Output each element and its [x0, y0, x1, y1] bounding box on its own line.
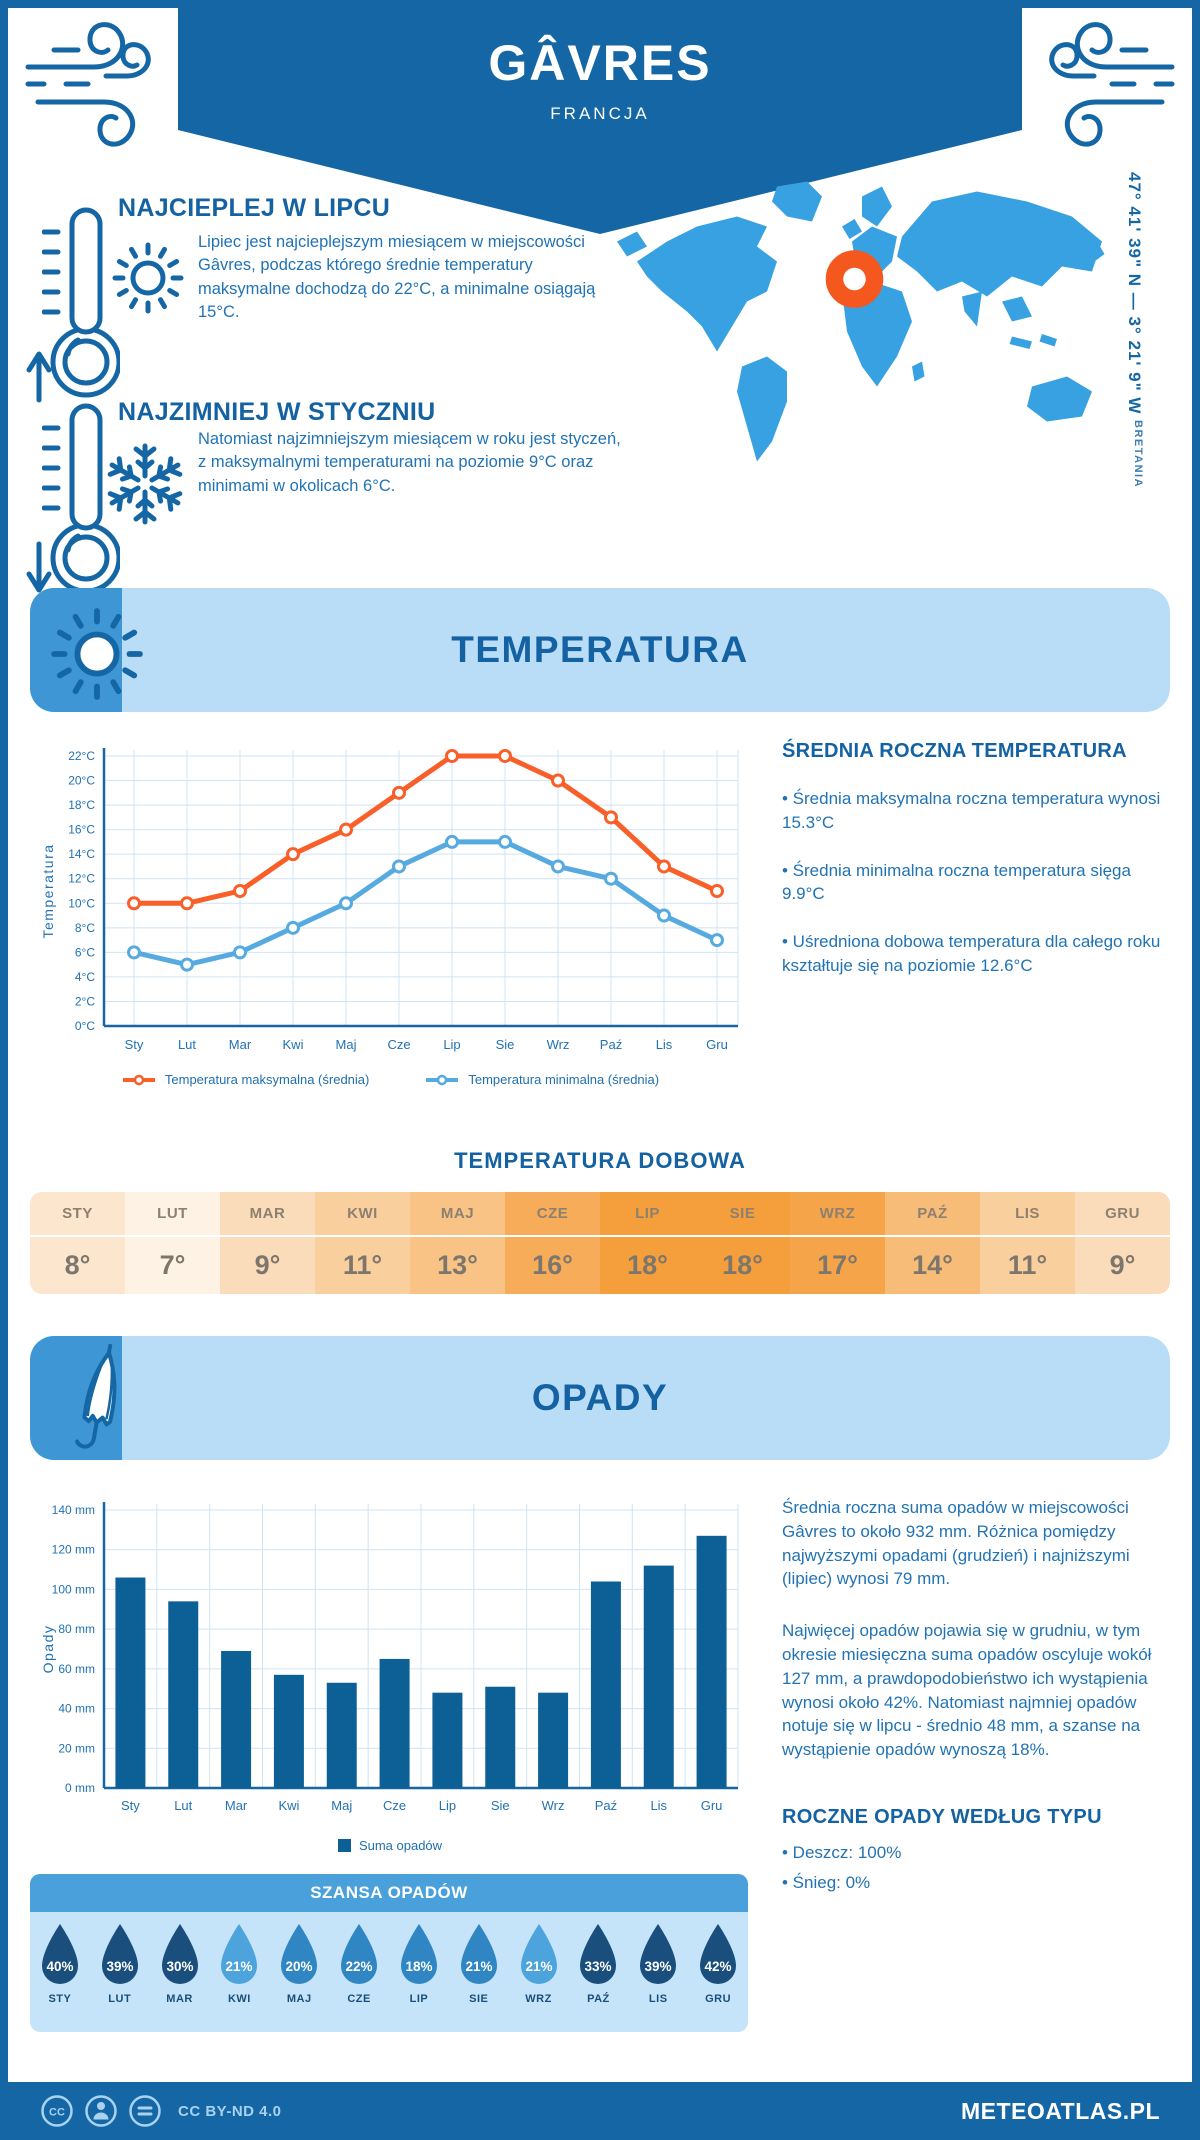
daily-temp-month: MAR — [220, 1192, 315, 1237]
daily-temp-month: CZE — [505, 1192, 600, 1237]
svg-text:18%: 18% — [405, 1959, 433, 1974]
precipitation-type-heading: ROCZNE OPADY WEDŁUG TYPU — [782, 1805, 1102, 1828]
highlight-coldest-title: NAJZIMNIEJ W STYCZNIU — [118, 398, 436, 426]
svg-text:8°C: 8°C — [74, 920, 95, 935]
chance-droplet — [568, 1912, 628, 2032]
highlight-warmest-title: NAJCIEPLEJ W LIPCU — [118, 194, 391, 222]
annual-temperature-block — [782, 740, 1174, 978]
temperature-section-header — [30, 588, 1170, 712]
sun-icon — [108, 238, 188, 318]
svg-text:Lip: Lip — [438, 1798, 457, 1813]
chance-month-label: WRZ — [525, 1993, 552, 2005]
chance-month-label: MAR — [166, 1993, 193, 2005]
daily-temp-month: GRU — [1075, 1192, 1170, 1237]
daily-temp-value: 11° — [342, 1250, 383, 1280]
precipitation-type-bullet: • Śnieg: 0% — [782, 1872, 871, 1892]
daily-temp-cell — [980, 1192, 1075, 1294]
svg-text:Gru: Gru — [700, 1798, 723, 1813]
daily-temp-month: WRZ — [790, 1192, 885, 1237]
chance-month-label: KWI — [227, 1993, 251, 2005]
annual-bullet: • Średnia minimalna roczna temperatura sięga 9.9°C — [782, 860, 1131, 904]
daily-temp-cell — [505, 1192, 600, 1294]
svg-text:80 mm: 80 mm — [58, 1622, 95, 1637]
svg-text:Lut: Lut — [177, 1037, 197, 1052]
daily-temp-value: 11° — [1007, 1250, 1048, 1280]
legend-item: Temperatura maksymalna (średnia) — [121, 1072, 369, 1087]
world-map — [612, 166, 1142, 502]
daily-temp-value: 17° — [817, 1250, 858, 1280]
daily-temp-month: LUT — [125, 1192, 220, 1237]
precipitation-chance-panel — [30, 1874, 748, 2032]
daily-temp-cell — [315, 1192, 410, 1294]
cc-icon — [40, 2094, 74, 2128]
svg-text:20 mm: 20 mm — [58, 1741, 95, 1756]
chance-month-label: SIE — [469, 1993, 489, 2005]
svg-text:20°C: 20°C — [68, 773, 95, 788]
daily-temp-month: KWI — [315, 1192, 410, 1237]
svg-text:Paź: Paź — [594, 1798, 618, 1813]
precipitation-chance-droplets — [30, 1912, 748, 2032]
svg-text:Mar: Mar — [224, 1798, 248, 1813]
daily-temp-cell — [30, 1192, 125, 1294]
svg-text:21%: 21% — [525, 1959, 553, 1974]
no-derivatives-icon — [128, 2094, 162, 2128]
precipitation-chart — [40, 1492, 740, 1830]
precipitation-section-title: OPADY — [531, 1377, 669, 1418]
daily-temp-cell — [125, 1192, 220, 1294]
svg-text:0°C: 0°C — [74, 1019, 95, 1033]
svg-text:22%: 22% — [345, 1959, 373, 1974]
snowflake-icon — [100, 438, 190, 530]
footer — [0, 2082, 1200, 2140]
svg-text:2°C: 2°C — [74, 994, 95, 1009]
svg-text:42%: 42% — [704, 1959, 732, 1974]
svg-text:Maj: Maj — [335, 1037, 357, 1052]
svg-text:20%: 20% — [285, 1959, 313, 1974]
coordinates-text: 47° 41' 39" N — 3° 21' 9" W — [1125, 172, 1144, 415]
daily-temp-month: PAŹ — [885, 1192, 980, 1237]
cc-license-icons — [40, 2094, 162, 2128]
temperature-section-title: TEMPERATURA — [451, 629, 749, 670]
svg-text:Maj: Maj — [331, 1798, 353, 1813]
chance-droplet — [449, 1912, 509, 2032]
page-title: GÂVRES — [488, 35, 712, 91]
legend-item: Suma opadów — [338, 1838, 442, 1853]
svg-text:22°C: 22°C — [68, 749, 95, 763]
svg-text:Temperatura: Temperatura — [40, 843, 56, 939]
svg-text:Cze: Cze — [387, 1037, 411, 1052]
legend-item: Temperatura minimalna (średnia) — [424, 1072, 659, 1087]
wind-icon — [22, 14, 172, 154]
attribution-person-icon — [84, 2094, 118, 2128]
svg-text:14°C: 14°C — [68, 847, 95, 862]
precipitation-paragraph: Najwięcej opadów pojawia się w grudniu, w tym okresie miesięczna suma opadów oscyluje wokół 127 mm, a prawdopodobieństwo ich wystąpienia wynosi około 42%. Natomiast najmniej opadów notuje się w lipcu - średnio 48 mm, a szanse na wystąpienie opadów wynoszą 18%. — [782, 1621, 1152, 1760]
daily-temp-value: 18° — [722, 1250, 763, 1280]
chance-month-label: STY — [48, 1993, 72, 2005]
daily-temp-value: 14° — [912, 1250, 953, 1280]
chance-droplet — [329, 1912, 389, 2032]
highlight-coldest-text: Natomiast najzimniejszym miesiącem w roku jest styczeń, z maksymalnymi temperaturami na poziomie 9°C oraz minimami w okolicach 6°C. — [198, 430, 621, 495]
svg-text:6°C: 6°C — [74, 945, 95, 960]
svg-text:4°C: 4°C — [74, 969, 95, 984]
svg-text:33%: 33% — [584, 1959, 612, 1974]
chance-month-label: LUT — [108, 1993, 132, 2005]
temperature-chart — [40, 736, 740, 1070]
coordinates-block — [1124, 172, 1144, 502]
daily-temp-cell — [1075, 1192, 1170, 1294]
svg-text:Wrz: Wrz — [546, 1037, 570, 1052]
daily-temp-month: STY — [30, 1192, 125, 1237]
daily-temp-value: 18° — [627, 1250, 668, 1280]
daily-temp-month: LIP — [600, 1192, 695, 1237]
chance-month-label: LIS — [648, 1993, 668, 2005]
svg-text:39%: 39% — [106, 1959, 134, 1974]
chance-droplet — [209, 1912, 269, 2032]
svg-text:120 mm: 120 mm — [51, 1542, 95, 1557]
daily-temp-value: 9° — [1109, 1250, 1136, 1280]
svg-text:Lip: Lip — [443, 1037, 461, 1052]
daily-temp-cell — [600, 1192, 695, 1294]
svg-text:Opady: Opady — [40, 1624, 56, 1674]
daily-temperature-table — [30, 1192, 1170, 1294]
chance-droplet — [688, 1912, 748, 2032]
chance-month-label: MAJ — [286, 1993, 312, 2005]
site-name: METEOATLAS.PL — [960, 2097, 1160, 2124]
daily-temp-value: 7° — [159, 1250, 186, 1280]
annual-bullet: • Uśredniona dobowa temperatura dla całego roku kształtuje się na poziomie 12.6°C — [782, 932, 1161, 975]
daily-temp-month: MAJ — [410, 1192, 505, 1237]
svg-text:Kwi: Kwi — [278, 1798, 300, 1813]
chance-droplet — [269, 1912, 329, 2032]
svg-text:60 mm: 60 mm — [58, 1661, 95, 1676]
chance-droplet — [90, 1912, 150, 2032]
svg-text:CC: CC — [49, 2106, 65, 2119]
daily-temp-cell — [410, 1192, 505, 1294]
svg-text:100 mm: 100 mm — [51, 1582, 95, 1597]
arrow-up-icon — [26, 348, 52, 404]
chance-month-label: CZE — [347, 1993, 371, 2005]
chance-droplet — [150, 1912, 210, 2032]
location-marker — [835, 259, 875, 299]
daily-temp-value: 9° — [254, 1250, 281, 1280]
precipitation-text-block — [782, 1496, 1176, 1895]
svg-text:Wrz: Wrz — [541, 1798, 565, 1813]
daily-temp-value: 13° — [437, 1250, 478, 1280]
svg-text:Lis: Lis — [650, 1798, 668, 1813]
svg-text:Mar: Mar — [228, 1037, 252, 1052]
svg-text:16°C: 16°C — [68, 822, 95, 837]
precipitation-chart-legend — [40, 1838, 740, 1853]
chance-month-label: LIP — [409, 1993, 429, 2005]
svg-text:Sie: Sie — [495, 1037, 515, 1052]
daily-temperature-heading: TEMPERATURA DOBOWA — [454, 1148, 746, 1173]
svg-text:40%: 40% — [46, 1959, 74, 1974]
daily-temp-cell — [695, 1192, 790, 1294]
highlight-warmest-text: Lipiec jest najcieplejszym miesiącem w miejscowości Gâvres, podczas którego średnie temperatury maksymalne dochodzą do 22°C, a minimalne osiągają 15°C. — [198, 233, 596, 322]
svg-text:12°C: 12°C — [68, 871, 95, 886]
svg-text:Sty: Sty — [121, 1798, 140, 1813]
region-label: BRETANIA — [1132, 420, 1144, 489]
svg-text:10°C: 10°C — [68, 896, 95, 911]
daily-temp-value: 8° — [64, 1250, 91, 1280]
precipitation-section-header — [30, 1336, 1170, 1460]
chance-droplet — [628, 1912, 688, 2032]
svg-text:Sie: Sie — [490, 1798, 510, 1813]
svg-text:Lut: Lut — [174, 1798, 193, 1813]
precipitation-type-bullet: • Deszcz: 100% — [782, 1842, 902, 1862]
svg-text:0 mm: 0 mm — [65, 1781, 95, 1795]
wind-icon — [1028, 14, 1178, 154]
annual-bullet: • Średnia maksymalna roczna temperatura wynosi 15.3°C — [782, 789, 1161, 832]
precipitation-paragraph: Średnia roczna suma opadów w miejscowości Gâvres to około 932 mm. Różnica pomiędzy najwyższymi opadami (grudzień) i najniższymi (lipiec) wynosi 79 mm. — [782, 1498, 1130, 1589]
svg-text:140 mm: 140 mm — [51, 1503, 95, 1517]
svg-text:21%: 21% — [465, 1959, 493, 1974]
temperature-chart-legend — [40, 1072, 740, 1087]
svg-text:30%: 30% — [166, 1959, 194, 1974]
page-subtitle: FRANCJA — [550, 104, 650, 123]
svg-text:Gru: Gru — [706, 1037, 728, 1052]
svg-text:39%: 39% — [644, 1959, 672, 1974]
daily-temp-cell — [220, 1192, 315, 1294]
svg-text:18°C: 18°C — [68, 798, 95, 813]
daily-temp-value: 16° — [532, 1250, 573, 1280]
svg-text:Kwi: Kwi — [282, 1037, 304, 1052]
license-label: CC BY-ND 4.0 — [178, 2102, 282, 2120]
svg-text:Cze: Cze — [383, 1798, 407, 1813]
chance-droplet — [509, 1912, 569, 2032]
chance-droplet — [389, 1912, 449, 2032]
svg-text:Paź: Paź — [599, 1037, 623, 1052]
daily-temp-month: SIE — [695, 1192, 790, 1237]
precipitation-chance-title: SZANSA OPADÓW — [30, 1874, 748, 1912]
chance-month-label: GRU — [705, 1993, 732, 2005]
svg-text:40 mm: 40 mm — [58, 1701, 95, 1716]
chance-droplet — [30, 1912, 90, 2032]
daily-temp-cell — [790, 1192, 885, 1294]
svg-text:21%: 21% — [225, 1959, 253, 1974]
svg-text:Sty: Sty — [124, 1037, 144, 1052]
chance-month-label: PAŹ — [587, 1993, 610, 2005]
annual-temperature-heading: ŚREDNIA ROCZNA TEMPERATURA — [782, 740, 1127, 762]
svg-text:Lis: Lis — [655, 1037, 673, 1052]
daily-temp-cell — [885, 1192, 980, 1294]
daily-temp-month: LIS — [980, 1192, 1075, 1237]
